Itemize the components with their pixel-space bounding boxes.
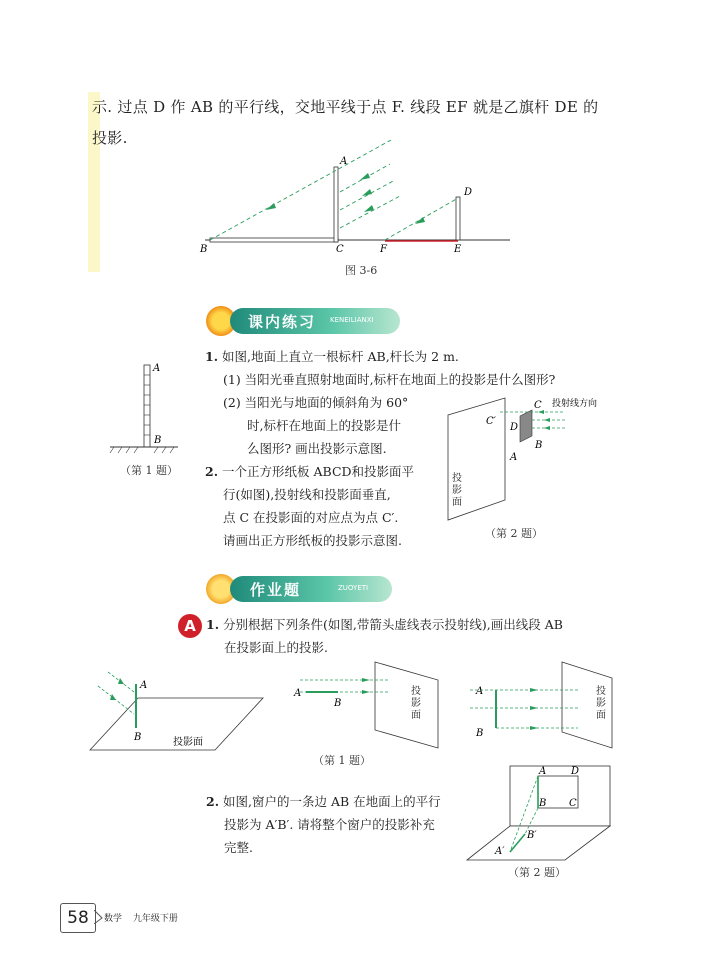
ex1-fig-caption: （第 1 题）	[120, 464, 178, 477]
ex2-line2: 行(如图),投射线和投影面垂直,	[223, 487, 391, 502]
ex2-label-C: C	[534, 400, 542, 411]
hw1a-label-B: B	[134, 732, 142, 743]
hw2-line2: 投影为 A′B′. 请将整个窗户的投影补充	[224, 817, 435, 832]
fig36-label-A: A	[340, 156, 348, 167]
ex1-sub1: (1) 当阳光垂直照射地面时,标杆在地面上的投影是什么图形?	[223, 372, 556, 387]
hw1-fig-caption: （第 1 题）	[313, 754, 371, 767]
hw1a-plane-label: 投影面	[173, 737, 203, 748]
ex2-text	[205, 460, 465, 552]
hw2-line3: 完整.	[224, 840, 253, 855]
section-header-practice	[230, 308, 400, 334]
ex2-label-B: B	[535, 440, 543, 451]
hw1a-label-A: A	[140, 680, 148, 691]
intro-line-2: 投影.	[92, 129, 128, 147]
section2-title: 作业题	[250, 581, 302, 599]
hw1c-label-B: B	[476, 728, 484, 739]
hw2-label-D: D	[571, 766, 580, 777]
ex1-sub2c: 么图形? 画出投影示意图.	[247, 441, 387, 456]
ex2-line1: 一个正方形纸板 ABCD和投影面平	[222, 464, 415, 479]
page-number: 58	[60, 903, 96, 933]
hw1-line1: 分别根据下列条件(如图,带箭头虚线表示投射线),画出线段 AB	[223, 617, 563, 632]
hw2-label-A: A	[539, 766, 547, 777]
ex1-pole-figure	[108, 355, 188, 455]
intro-line-1: 示. 过点 D 作 AB 的平行线，交地平线于点 F. 线段 EF 就是乙旗杆 DE 的	[92, 98, 599, 116]
hw1c-label-A: A	[476, 686, 484, 697]
fig36-label-B: B	[200, 244, 208, 255]
ex2-line3: 点 C 在投影面的对应点为点 C′.	[223, 510, 399, 525]
hw1b-plane-label: 投影面	[411, 686, 421, 721]
hw1-num: 1.	[206, 617, 220, 632]
ex1-sub2a: (2) 当阳光与地面的倾斜角为 60°	[223, 395, 409, 410]
figure-3-6	[190, 140, 520, 260]
footer-grade: 九年级下册	[132, 914, 178, 924]
ex2-fig-caption: （第 2 题）	[485, 527, 543, 540]
fig36-label-F: F	[380, 244, 387, 255]
ex2-line4: 请画出正方形纸板的投影示意图.	[223, 533, 402, 548]
fig36-caption: 图 3-6	[345, 264, 378, 277]
hw2-fig-caption: （第 2 题）	[508, 866, 566, 879]
ex1-label-A: A	[153, 363, 161, 374]
ex2-figure	[440, 390, 620, 530]
hw1b-label-B: B	[334, 698, 342, 709]
hw2-window-figure	[465, 762, 615, 862]
ex2-label-D: D	[510, 422, 519, 433]
section-header-homework	[230, 576, 392, 602]
ex1-label-B: B	[154, 435, 162, 446]
hw2-label-Ap: A′	[495, 846, 505, 857]
section-pinyin: KENEILIANXI	[330, 316, 374, 324]
ex2-num: 2.	[205, 464, 219, 479]
hw1c-plane-label: 投影面	[596, 686, 606, 721]
ex1-line1: 如图,地面上直立一根标杆 AB,杆长为 2 m.	[222, 349, 459, 364]
hw1-text	[206, 613, 656, 659]
hw2-line1: 如图,窗户的一条边 AB 在地面上的平行	[223, 794, 441, 809]
hw2-text	[206, 790, 476, 859]
ex2-direction-label: 投射线方向	[552, 399, 598, 409]
ex2-plane-label: 投影面	[452, 473, 462, 508]
hw2-num: 2.	[206, 794, 220, 809]
ex2-label-Cp: C′	[486, 416, 496, 427]
ex2-label-A: A	[510, 452, 518, 463]
hw1b-label-A: A	[294, 688, 302, 699]
ex1-sub2b: 时,标杆在地面上的投影是什	[247, 418, 401, 433]
footer-bracket-icon	[94, 910, 104, 924]
ex1-num: 1.	[205, 349, 219, 364]
footer-subject: 数学	[104, 914, 123, 924]
hw2-label-Bp: B′	[527, 830, 537, 841]
hw2-label-C: C	[569, 798, 577, 809]
section2-pinyin: ZUOYETI	[338, 584, 369, 592]
fig36-label-C: C	[336, 244, 344, 255]
level-a-badge: A	[178, 614, 202, 638]
fig36-label-E: E	[454, 244, 462, 255]
hw1-figure-a	[88, 670, 268, 755]
fig36-label-D: D	[464, 187, 473, 198]
footer-text	[104, 911, 178, 924]
hw1-line2: 在投影面上的投影.	[224, 640, 328, 655]
hw2-label-B: B	[539, 798, 547, 809]
section-title: 课内练习	[248, 313, 317, 331]
hw1-figure-b	[290, 660, 450, 750]
